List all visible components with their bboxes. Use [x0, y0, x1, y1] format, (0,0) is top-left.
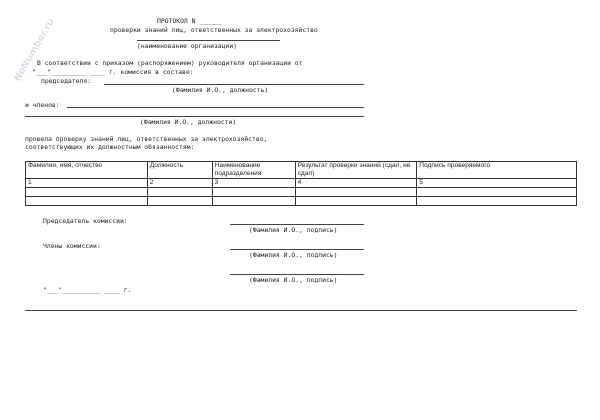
chairman-line	[104, 84, 364, 85]
org-name-line	[137, 40, 280, 41]
table-number-row	[26, 179, 577, 188]
table-row	[26, 188, 577, 197]
header-result: Результат проверки знаний (сдал, не сдал)	[295, 162, 417, 179]
col-number: 1	[26, 179, 148, 188]
members-label: и членов:	[25, 101, 60, 109]
table-cell	[295, 188, 417, 197]
chairman-signature-label: Председатель комиссии:	[43, 217, 128, 225]
order-text-line1: В соответствии с приказом (распоряжением) руководителя организации от	[37, 59, 303, 67]
org-name-caption: (наименование организации)	[137, 42, 238, 50]
col-number: 2	[147, 179, 212, 188]
protocol-title: ПРОТОКОЛ N ______	[157, 17, 223, 25]
table-cell	[295, 197, 417, 206]
header-position: Должность	[147, 162, 212, 179]
members-signature-label: Члены комиссии:	[43, 242, 101, 250]
results-table	[25, 161, 577, 206]
header-department: Наименование подразделения	[212, 162, 295, 179]
chairman-caption: (Фамилия И.О., должность)	[172, 86, 269, 94]
chairman-signature-line	[230, 224, 364, 225]
member-signature-caption-1: (Фамилия И.О., подпись)	[249, 251, 338, 259]
conducted-text-line2: соответствующих их должностным обязанностям:	[25, 143, 195, 151]
member-signature-line-2	[230, 274, 364, 275]
table-cell	[417, 197, 577, 206]
table-cell	[147, 197, 212, 206]
table-row	[26, 197, 577, 206]
watermark: NoNumber.ru	[12, 16, 57, 84]
table-cell	[212, 188, 295, 197]
table-cell	[417, 188, 577, 197]
col-number: 3	[212, 179, 295, 188]
members-line-1	[67, 107, 364, 108]
chairman-label: председателя:	[41, 77, 92, 85]
table-cell	[26, 188, 148, 197]
member-signature-caption-2: (Фамилия И.О., подпись)	[249, 276, 338, 284]
table-cell	[147, 188, 212, 197]
header-signature: Подпись проверяемого	[417, 162, 577, 179]
table-cell	[212, 197, 295, 206]
conducted-text-line1: провела проверку знаний лиц, ответственных за электрохозяйство,	[25, 135, 268, 143]
table-header-row	[26, 162, 577, 179]
members-line-2	[25, 116, 364, 117]
chairman-signature-caption: (Фамилия И.О., подпись)	[249, 226, 338, 234]
col-number: 5	[417, 179, 577, 188]
table-cell	[26, 197, 148, 206]
bottom-rule	[25, 310, 577, 311]
order-text-line2: "___"_________ ____ г. комиссия в составе:	[32, 68, 194, 76]
member-signature-line-1	[230, 249, 364, 250]
protocol-subtitle: проверки знаний лиц, ответственных за электрохозяйство	[110, 26, 318, 34]
col-number: 4	[295, 179, 417, 188]
date-field: "___"__________ ____ г.	[43, 286, 132, 294]
members-caption: (Фамилия И.О., должности)	[140, 118, 237, 126]
header-full-name: Фамилия, имя, отчество	[26, 162, 148, 179]
